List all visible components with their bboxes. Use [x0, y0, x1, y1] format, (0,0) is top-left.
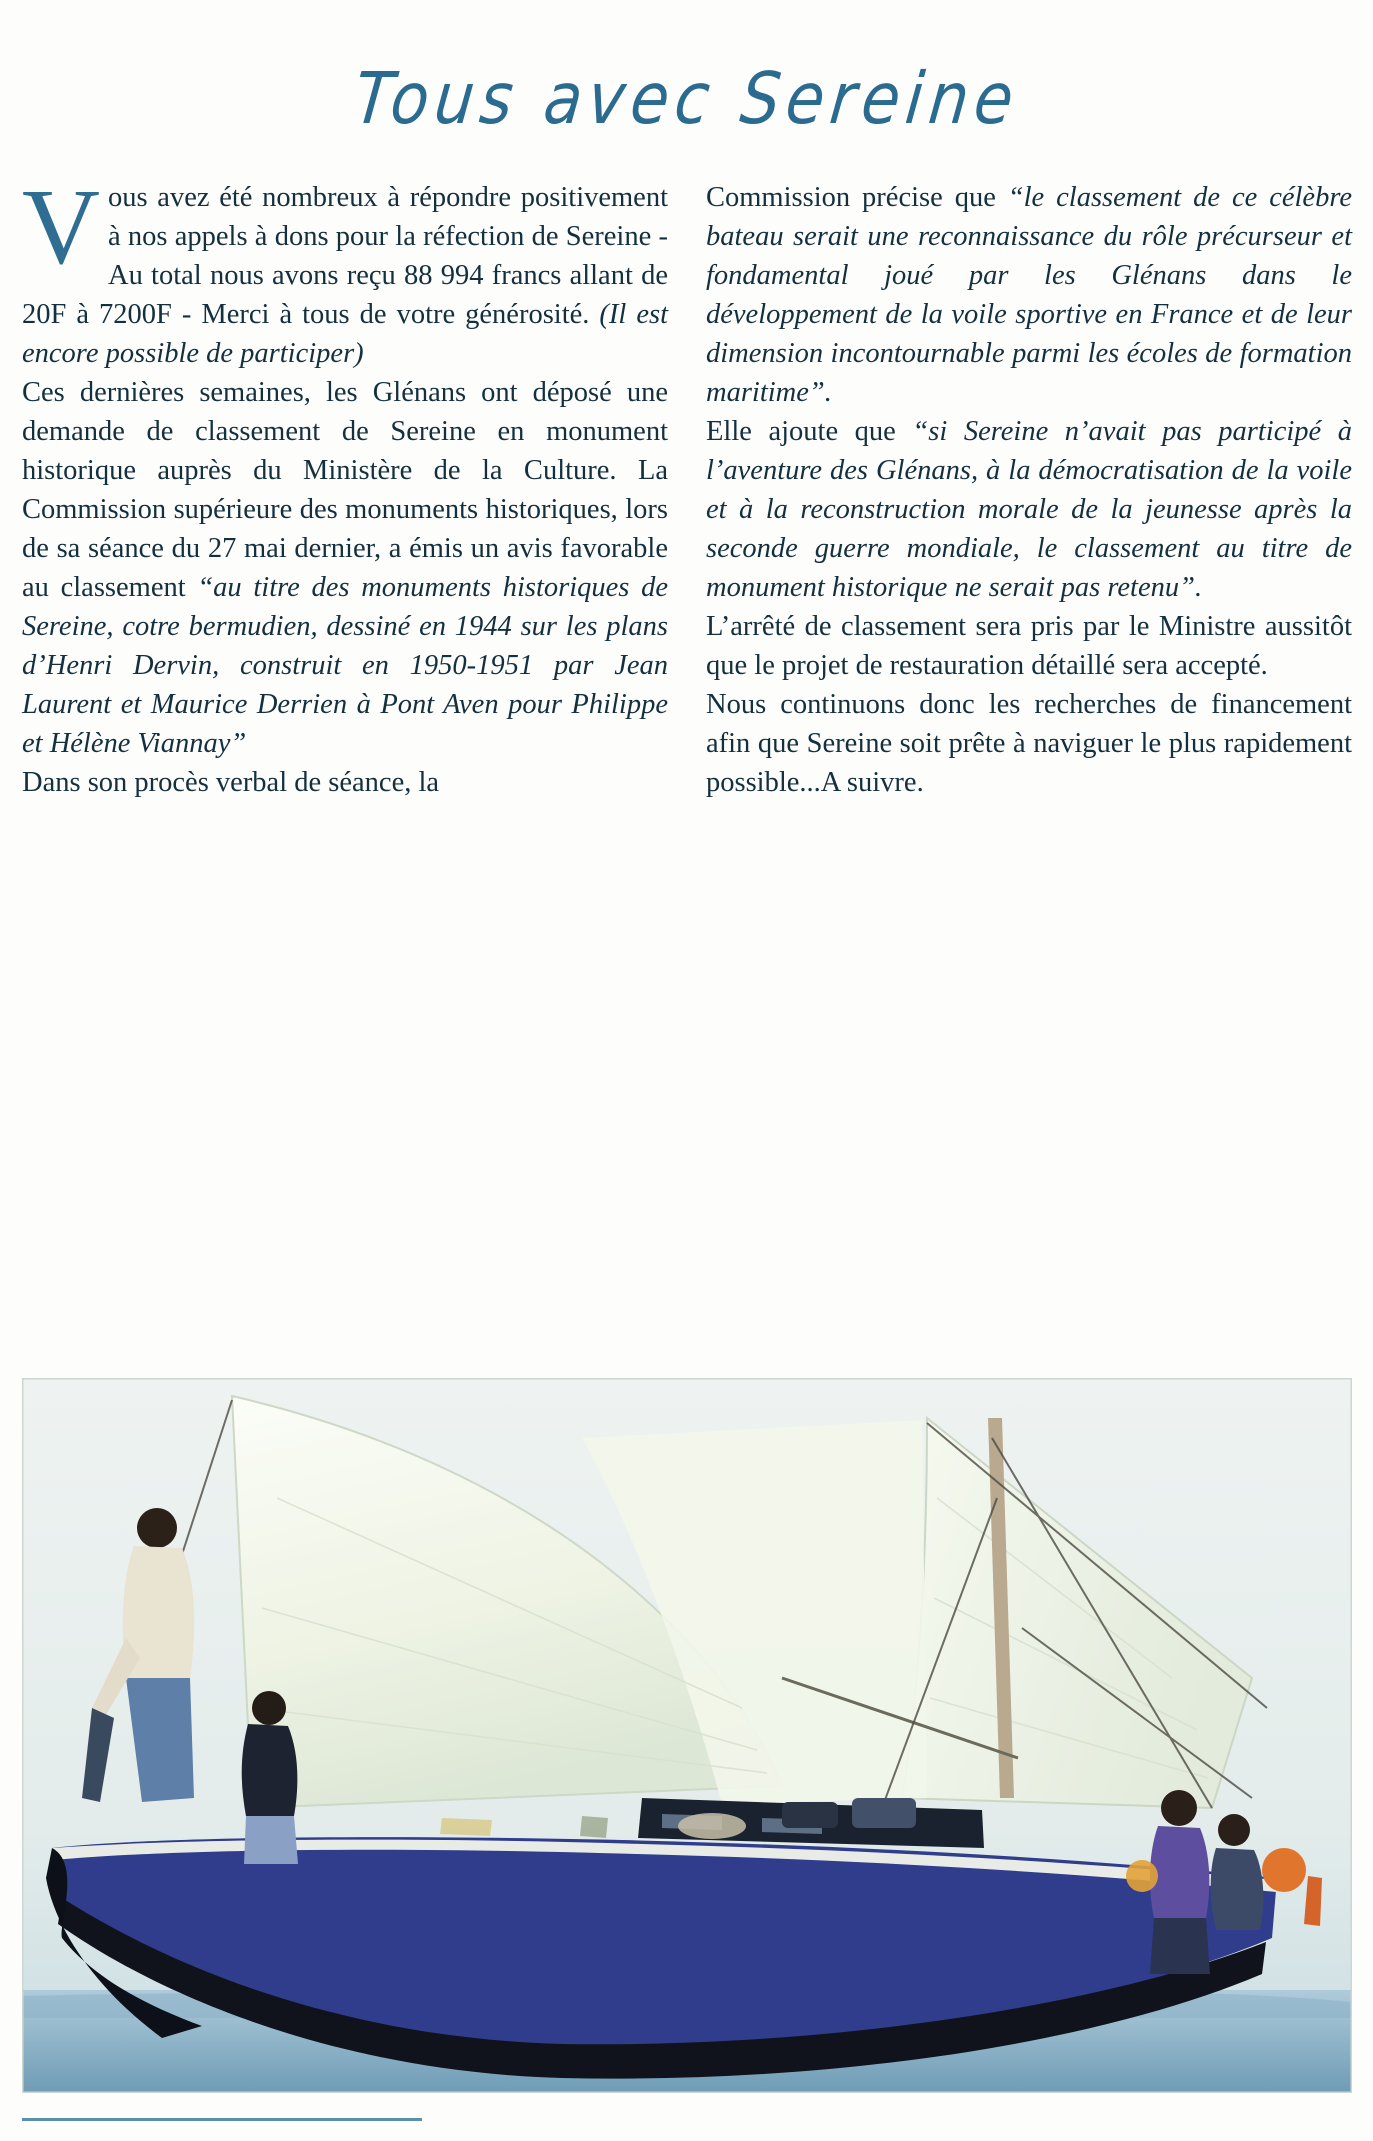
sereine-photo-illustration — [22, 1378, 1352, 2093]
paragraph-recherches: Nous continuons donc les recherches de financement afin que Sereine soit prête à naviguer le plus rapidement possible...A suivre. — [706, 689, 1352, 799]
paragraph-commission-lead: Commission précise que — [706, 182, 1008, 213]
paragraph-arrete: L’arrêté de classement sera pris par le Ministre aussitôt que le projet de restauration détaillé sera accepté. — [706, 611, 1352, 682]
paragraph-classement-text: Ces dernières semaines, les Glénans ont déposé une demande de classement de Sereine en monument historique auprès du Ministère de la Culture. La Commission supérieure des monuments historiques, lors de sa séance du 27 mai dernier, a émis un avis favorable au classement — [22, 377, 668, 604]
paragraph-elle-ajoute-quote: “si Sereine n’avait pas participé à l’aventure des Glénans, à la démocratisation de la voile et à la reconstruction morale de la jeunesse après la seconde guerre mondiale, le classement au titre de monument historique ne serait pas retenu”. — [706, 416, 1352, 604]
left-column — [22, 168, 668, 803]
article-columns — [22, 168, 1352, 803]
paragraph-commission — [706, 178, 1352, 412]
drop-cap: V — [22, 168, 100, 287]
paragraph-intro — [22, 168, 668, 373]
paragraph-classement — [22, 373, 668, 763]
paragraph-elle-ajoute — [706, 412, 1352, 607]
page-title-container — [0, 56, 1373, 141]
sereine-photo — [22, 1378, 1352, 2093]
paragraph-classement-quote: “au titre des monuments historiques de Sereine, cotre bermudien, dessiné en 1944 sur les plans d’Henri Dervin, construit en 1950-1951 par Jean Laurent et Maurice Derrien à Pont Aven pour Philippe et Hélène Viannay” — [22, 572, 668, 760]
right-column — [706, 178, 1352, 803]
paragraph-intro-italic: (Il est encore possible de participer) — [22, 299, 668, 370]
footer-rule — [22, 2118, 422, 2121]
paragraph-intro-text: ous avez été nombreux à répondre positivement à nos appels à dons pour la réfection de Sereine - Au total nous avons reçu 88 994 francs allant de 20F à 7200F - Merci à tous de votre générosité. — [22, 182, 668, 331]
paragraph-commission-quote: “le classement de ce célèbre bateau serait une reconnaissance du rôle précurseur et fondamental joué par les Glénans dans le développement de la voile sportive en France et de leur dimension incontournable parmi les écoles de formation maritime”. — [706, 182, 1352, 409]
paragraph-elle-ajoute-lead: Elle ajoute que — [706, 416, 913, 448]
page-title: Tous avec Sereine — [350, 56, 1023, 141]
paragraph-proces-verbal: Dans son procès verbal de séance, la — [22, 767, 440, 799]
